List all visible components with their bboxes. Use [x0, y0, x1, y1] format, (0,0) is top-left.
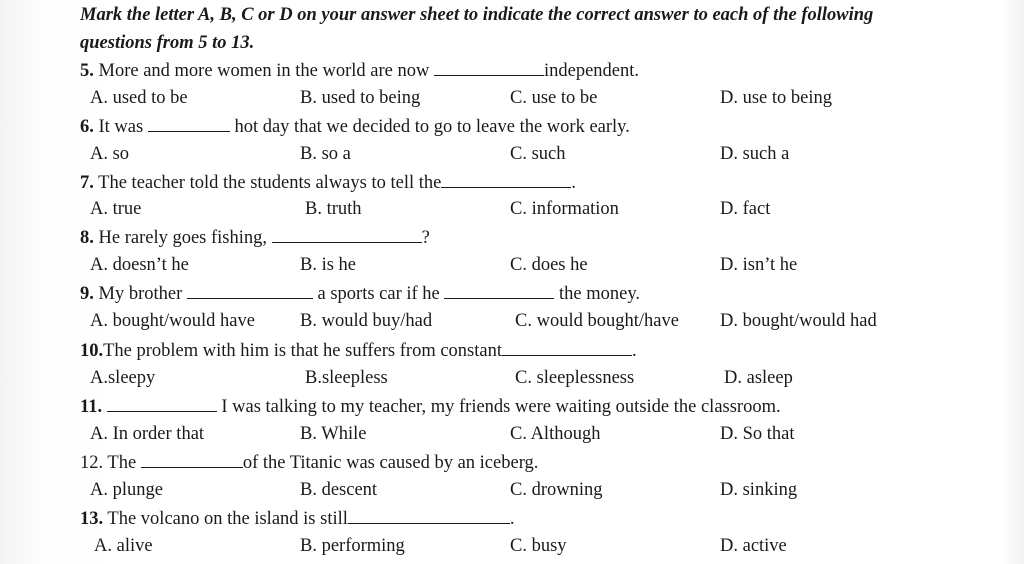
question-text: My brother [93, 284, 187, 304]
question-13 [80, 509, 515, 529]
option-b: B. used to being [300, 88, 421, 108]
question-text: The [103, 453, 141, 473]
answer-blank [444, 284, 554, 299]
question-10 [80, 341, 637, 361]
question-text: . [632, 341, 637, 361]
question-9 [80, 284, 640, 304]
option-b: B. is he [300, 255, 357, 275]
option-b: B. descent [300, 480, 378, 500]
question-text: ? [421, 228, 430, 248]
question-number: 13. [80, 509, 104, 529]
option-c: C. drowning [510, 480, 603, 500]
question-text: The volcano on the island is still [103, 509, 348, 529]
option-c: C. such [510, 144, 566, 164]
question-text: independent. [543, 61, 640, 81]
question-text: I was talking to my teacher, my friends were waiting outside the classroom. [216, 397, 781, 417]
option-b: B.sleepless [305, 368, 388, 388]
option-d: D. active [720, 536, 787, 556]
option-a: A. In order that [90, 424, 205, 444]
question-text: . [571, 173, 576, 193]
question-text: More and more women in the world are now [98, 61, 434, 81]
question-number: 5. [80, 61, 94, 81]
option-d: D. isn’t he [720, 255, 798, 275]
option-c: C. would bought/have [515, 311, 679, 331]
option-d: D. such a [720, 144, 790, 164]
question-number: 10. [80, 341, 104, 361]
question-text: The teacher told the students always to tell the [93, 173, 442, 193]
option-c: C. information [510, 199, 619, 219]
option-b: B. While [300, 424, 367, 444]
option-a: A. true [90, 199, 142, 219]
question-number: 12. [80, 453, 104, 473]
question-text: . [509, 509, 515, 529]
option-a: A. used to be [90, 88, 188, 108]
option-b: B. would buy/had [300, 311, 433, 331]
option-c: C. Although [510, 424, 601, 444]
answer-blank [148, 117, 230, 132]
instruction-line-2: questions from 5 to 13. [80, 33, 255, 53]
option-a: A. plunge [90, 480, 163, 500]
question-text: the money. [554, 284, 641, 304]
option-d: D. asleep [724, 368, 793, 388]
option-c: C. does he [510, 255, 588, 275]
answer-blank [272, 228, 422, 243]
question-text: It was [93, 117, 148, 137]
option-a: A. alive [94, 536, 153, 556]
answer-blank [187, 284, 313, 299]
question-11 [80, 397, 781, 417]
question-number: 8. [80, 228, 94, 248]
option-c: C. busy [510, 536, 567, 556]
question-7 [80, 173, 576, 193]
question-8 [80, 228, 430, 248]
question-text: hot day that we decided to go to leave the work early. [229, 117, 630, 137]
answer-blank [141, 453, 243, 468]
answer-blank [348, 509, 510, 524]
option-a: A. so [90, 144, 130, 164]
option-b: B. so a [300, 144, 351, 164]
option-d: D. use to being [720, 88, 833, 108]
option-a: A. bought/would have [90, 311, 255, 331]
question-5 [80, 61, 639, 81]
option-d: D. bought/would had [720, 311, 877, 331]
option-d: D. So that [720, 424, 795, 444]
option-a: A.sleepy [90, 368, 156, 388]
option-d: D. fact [720, 199, 771, 219]
option-b: B. truth [305, 199, 362, 219]
question-number: 11. [80, 397, 103, 417]
question-6 [80, 117, 630, 137]
instruction-line-1: Mark the letter A, B, C or D on your answer sheet to indicate the correct answer to each of the following [80, 5, 874, 25]
option-c: C. sleeplessness [515, 368, 635, 388]
question-number: 9. [80, 284, 94, 304]
option-a: A. doesn’t he [90, 255, 189, 275]
option-d: D. sinking [720, 480, 798, 500]
question-text: The problem with him is that he suffers from constant [103, 341, 502, 361]
question-number: 6. [80, 117, 94, 137]
answer-blank [502, 341, 632, 356]
option-c: C. use to be [510, 88, 598, 108]
question-text: a sports car if he [312, 284, 445, 304]
question-12 [80, 453, 538, 473]
question-number: 7. [80, 173, 94, 193]
question-text: He rarely goes fishing, [93, 228, 272, 248]
question-text: of the Titanic was caused by an iceberg. [242, 453, 539, 473]
answer-blank [434, 61, 544, 76]
answer-blank [107, 397, 217, 412]
answer-blank [441, 173, 571, 188]
option-b: B. performing [300, 536, 405, 556]
